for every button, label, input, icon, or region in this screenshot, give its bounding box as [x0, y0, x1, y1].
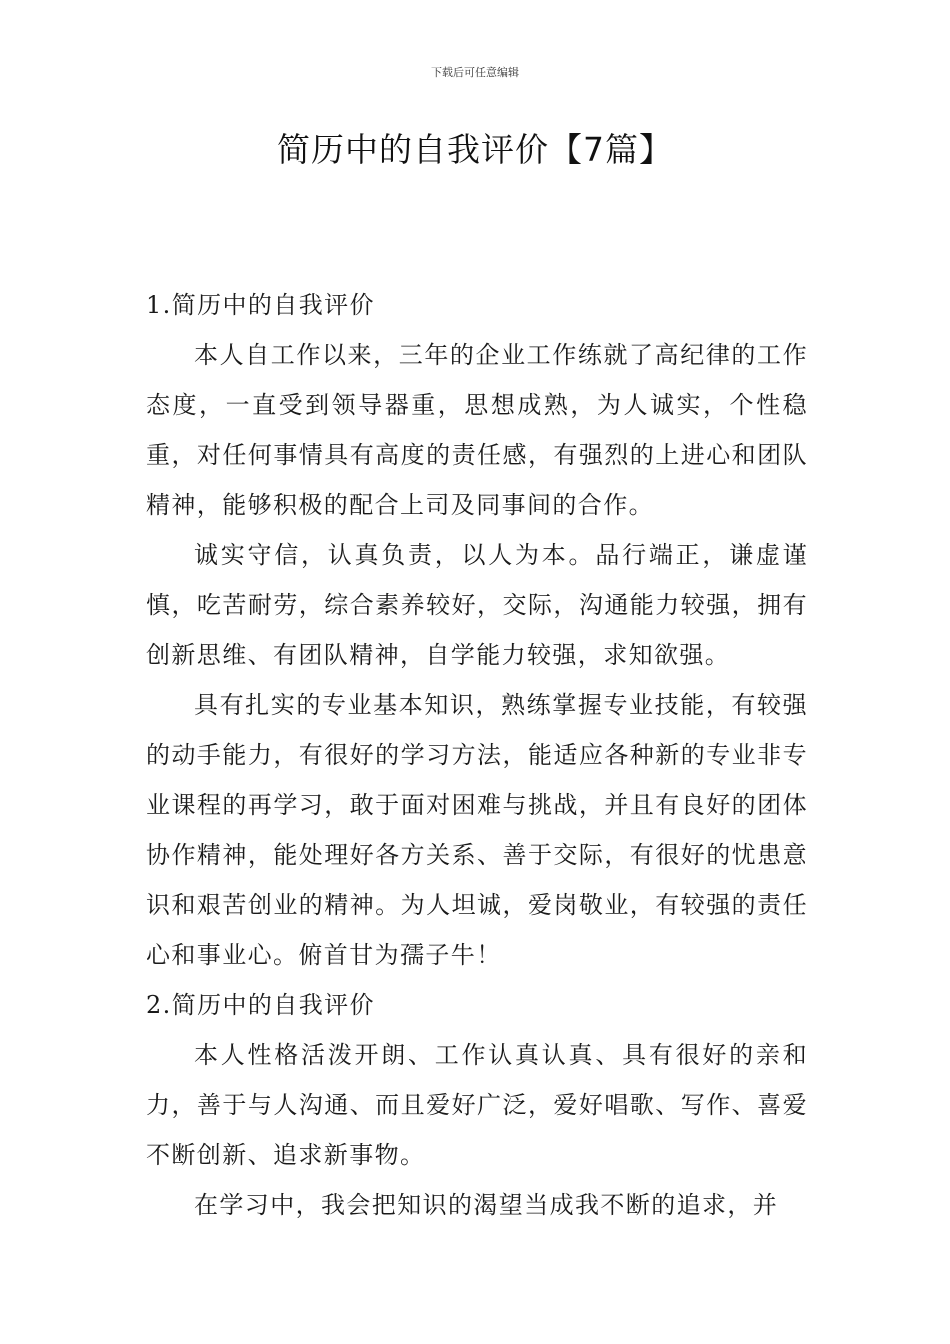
document-title: 简历中的自我评价【7篇】 — [277, 130, 673, 169]
paragraph: 在学习中，我会把知识的渴望当成我不断的追求，并 — [194, 1191, 779, 1219]
paragraph: 具有扎实的专业基本知识，熟练掌握专业技能，有较强的动手能力，有很好的学习方法，能适应各种新的专业非专业课程的再学习，敢于面对困难与挑战，并且有良好的团体协作精神，能处理好各方关系、善于交际，有很好的忧患意识和艰苦创业的精神。为人坦诚，爱岗敬业，有较强的责任心和事业心。俯首甘为孺子牛！ — [146, 691, 808, 969]
paragraph: 本人自工作以来，三年的企业工作练就了高纪律的工作态度，一直受到领导器重，思想成熟，为人诚实，个性稳重，对任何事情具有高度的责任感，有强烈的上进心和团队精神，能够积极的配合上司及同事间的合作。 — [146, 341, 808, 519]
section-heading-1: 1.简历中的自我评价 — [146, 291, 375, 319]
paragraph: 本人性格活泼开朗、工作认真认真、具有很好的亲和力，善于与人沟通、而且爱好广泛，爱好唱歌、写作、喜爱不断创新、追求新事物。 — [146, 1041, 808, 1169]
header-note: 下载后可任意编辑 — [431, 66, 519, 79]
paragraph: 诚实守信，认真负责，以人为本。品行端正，谦虚谨慎，吃苦耐劳，综合素养较好，交际，沟通能力较强，拥有创新思维、有团队精神，自学能力较强，求知欲强。 — [146, 541, 808, 669]
section-heading-2: 2.简历中的自我评价 — [146, 991, 375, 1019]
document-body — [146, 280, 808, 1230]
